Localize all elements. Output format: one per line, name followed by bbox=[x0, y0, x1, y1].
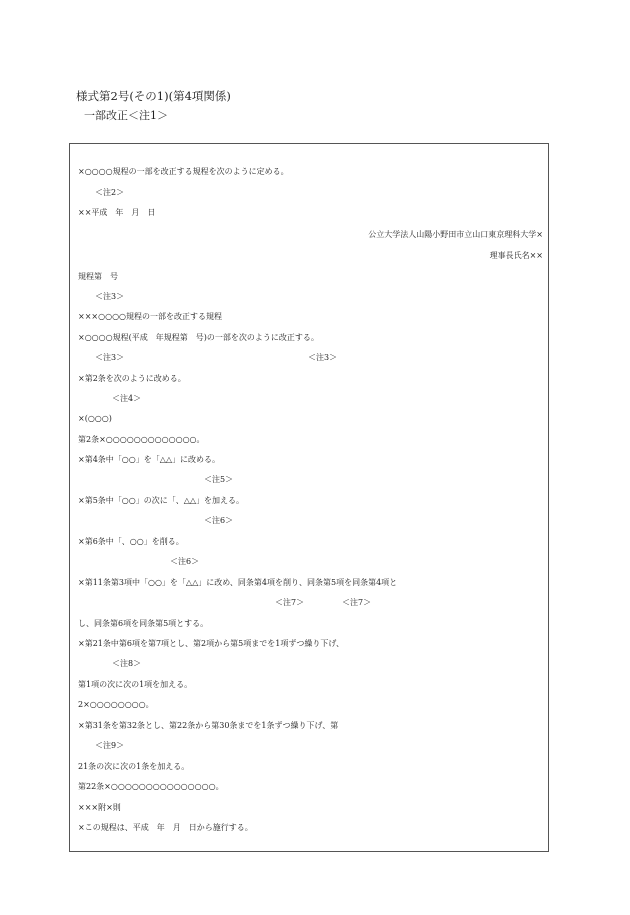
doc-line: ×第2条を次のように改める。 bbox=[78, 374, 186, 383]
regulation-number: 規程第 号 bbox=[78, 272, 118, 281]
doc-line: 第22条×○○○○○○○○○○○○○○○。 bbox=[78, 782, 224, 791]
effective-date-line: ×この規程は、平成 年 月 日から施行する。 bbox=[78, 823, 253, 832]
note-mark: ＜注7＞ bbox=[275, 598, 305, 607]
supplementary-provisions-heading: ×××附×則 bbox=[78, 803, 121, 812]
note-mark: ＜注6＞ bbox=[170, 557, 200, 566]
note-mark: ＜注8＞ bbox=[112, 659, 142, 668]
note-mark: ＜注3＞ bbox=[95, 292, 125, 301]
doc-line: ×第6条中「、○○」を削る。 bbox=[78, 537, 184, 546]
doc-line: ×○○○○規程の一部を改正する規程を次のように定める。 bbox=[78, 167, 289, 176]
doc-line: ×××○○○○規程の一部を改正する規程 bbox=[78, 312, 223, 321]
form-title: 様式第2号(その1)(第4項関係) bbox=[76, 89, 231, 103]
note-mark: ＜注3＞ bbox=[95, 353, 125, 362]
doc-line: 第2条×○○○○○○○○○○○○○。 bbox=[78, 435, 205, 444]
doc-line: し、同条第6項を同条第5項とする。 bbox=[78, 619, 209, 628]
document-box bbox=[69, 143, 549, 852]
doc-line: ×○○○○規程(平成 年規程第 号)の一部を次のように改正する。 bbox=[78, 333, 319, 342]
note-mark: ＜注2＞ bbox=[95, 188, 125, 197]
note-mark: ＜注9＞ bbox=[95, 741, 125, 750]
doc-line: 21条の次に次の1条を加える。 bbox=[78, 762, 190, 771]
president-name: 理事長氏名×× bbox=[489, 251, 543, 260]
note-mark: ＜注4＞ bbox=[112, 394, 142, 403]
doc-line: ×第31条を第32条とし、第22条から第30条までを1条ずつ繰り下げ、第 bbox=[78, 721, 339, 730]
note-mark: ＜注5＞ bbox=[204, 475, 234, 484]
doc-line: 2×○○○○○○○○。 bbox=[78, 700, 154, 709]
note-mark: ＜注3＞ bbox=[308, 353, 338, 362]
form-subtitle: 一部改正＜注1＞ bbox=[84, 109, 168, 122]
doc-line: ×第11条第3項中「○○」を「△△」に改め、同条第4項を削り、同条第5項を同条第4項と bbox=[78, 578, 398, 587]
doc-line: ×第4条中「○○」を「△△」に改める。 bbox=[78, 455, 221, 464]
note-mark: ＜注6＞ bbox=[204, 516, 234, 525]
doc-line: ×(○○○) bbox=[78, 414, 112, 423]
doc-line: ×第5条中「○○」の次に「、△△」を加える。 bbox=[78, 496, 245, 505]
note-mark: ＜注7＞ bbox=[342, 598, 372, 607]
issuer-name: 公立大学法人山陽小野田市立山口東京理科大学× bbox=[368, 230, 543, 239]
doc-line: 第1項の次に次の1項を加える。 bbox=[78, 680, 193, 689]
date-line: ××平成 年 月 日 bbox=[78, 208, 156, 217]
doc-line: ×第21条中第6項を第7項とし、第2項から第5項までを1項ずつ繰り下げ、 bbox=[78, 639, 345, 648]
